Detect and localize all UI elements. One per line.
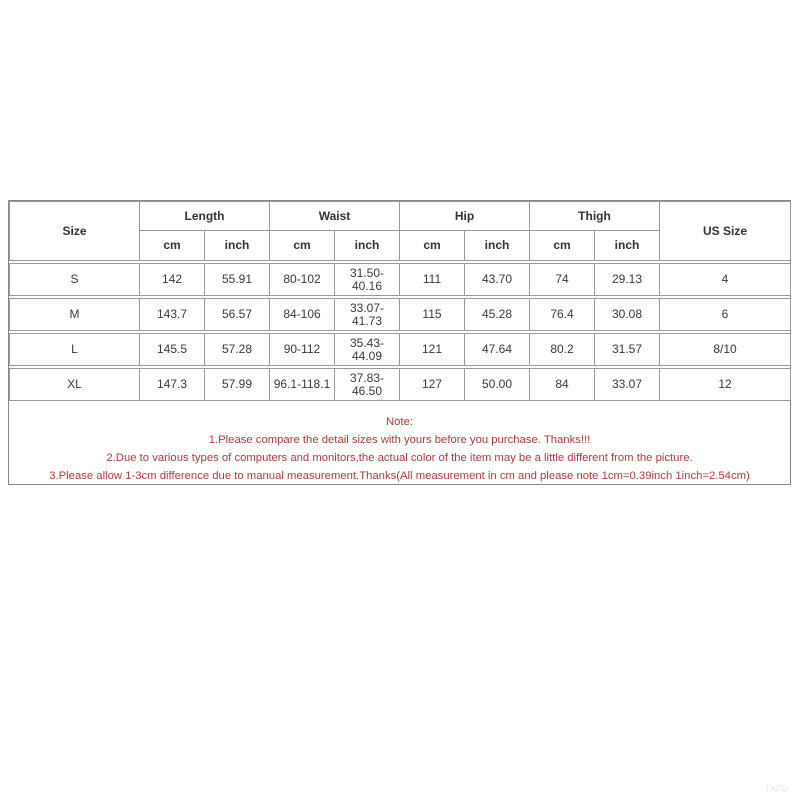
size-cell: S xyxy=(10,264,140,296)
hip-inch-cell: 43.70 xyxy=(465,264,530,296)
unit-header: inch xyxy=(465,231,530,261)
thigh-inch-cell: 29.13 xyxy=(595,264,660,296)
waist-cm-cell: 80-102 xyxy=(270,264,335,296)
hip-inch-cell: 50.00 xyxy=(465,369,530,401)
hip-header: Hip xyxy=(400,202,530,231)
unit-header: cm xyxy=(400,231,465,261)
note-line: 2.Due to various types of computers and monitors,the actual color of the item may be a little different from the picture. xyxy=(106,452,693,464)
waist-inch-cell: 35.43-44.09 xyxy=(335,334,400,366)
waist-cm-cell: 96.1-118.1 xyxy=(270,369,335,401)
unit-header: inch xyxy=(335,231,400,261)
thigh-cm-cell: 80.2 xyxy=(530,334,595,366)
length-cm-cell: 145.5 xyxy=(140,334,205,366)
thigh-header: Thigh xyxy=(530,202,660,231)
table-row xyxy=(10,334,791,366)
us-size-cell: 6 xyxy=(660,299,791,331)
hip-cm-cell: 115 xyxy=(400,299,465,331)
waist-cm-cell: 84-106 xyxy=(270,299,335,331)
hip-cm-cell: 121 xyxy=(400,334,465,366)
us-size-cell: 8/10 xyxy=(660,334,791,366)
waist-inch-cell: 31.50-40.16 xyxy=(335,264,400,296)
unit-header: inch xyxy=(205,231,270,261)
table-row xyxy=(10,264,791,296)
unit-header: cm xyxy=(270,231,335,261)
thigh-inch-cell: 31.57 xyxy=(595,334,660,366)
size-cell: M xyxy=(10,299,140,331)
us-size-cell: 12 xyxy=(660,369,791,401)
thigh-cm-cell: 84 xyxy=(530,369,595,401)
unit-header: cm xyxy=(140,231,205,261)
size-chart xyxy=(8,200,791,485)
waist-inch-cell: 37.83-46.50 xyxy=(335,369,400,401)
note-line: 3.Please allow 1-3cm difference due to manual measurement.Thanks(All measurement in cm and please note 1cm=0.39inch 1inch=2.54cm) xyxy=(49,470,750,482)
hip-cm-cell: 111 xyxy=(400,264,465,296)
hip-inch-cell: 45.28 xyxy=(465,299,530,331)
length-inch-cell: 57.99 xyxy=(205,369,270,401)
header-row-groups xyxy=(10,202,791,231)
hip-cm-cell: 127 xyxy=(400,369,465,401)
table-row xyxy=(10,299,791,331)
us-size-cell: 4 xyxy=(660,264,791,296)
hip-inch-cell: 47.64 xyxy=(465,334,530,366)
notes-section xyxy=(9,413,790,485)
waist-header: Waist xyxy=(270,202,400,231)
note-line: 1.Please compare the detail sizes with yours before you purchase. Thanks!!! xyxy=(208,434,591,446)
watermark: TXFD xyxy=(764,784,788,794)
table-row xyxy=(10,369,791,401)
notes-title: Note: xyxy=(385,416,413,428)
thigh-cm-cell: 76.4 xyxy=(530,299,595,331)
us-size-header: US Size xyxy=(660,202,791,261)
unit-header: inch xyxy=(595,231,660,261)
length-cm-cell: 142 xyxy=(140,264,205,296)
size-table xyxy=(9,201,791,401)
length-cm-cell: 143.7 xyxy=(140,299,205,331)
waist-cm-cell: 90-112 xyxy=(270,334,335,366)
size-cell: L xyxy=(10,334,140,366)
size-cell: XL xyxy=(10,369,140,401)
length-header: Length xyxy=(140,202,270,231)
length-inch-cell: 55.91 xyxy=(205,264,270,296)
thigh-cm-cell: 74 xyxy=(530,264,595,296)
length-inch-cell: 56.57 xyxy=(205,299,270,331)
waist-inch-cell: 33.07-41.73 xyxy=(335,299,400,331)
thigh-inch-cell: 30.08 xyxy=(595,299,660,331)
length-cm-cell: 147.3 xyxy=(140,369,205,401)
unit-header: cm xyxy=(530,231,595,261)
size-header: Size xyxy=(10,202,140,261)
length-inch-cell: 57.28 xyxy=(205,334,270,366)
thigh-inch-cell: 33.07 xyxy=(595,369,660,401)
